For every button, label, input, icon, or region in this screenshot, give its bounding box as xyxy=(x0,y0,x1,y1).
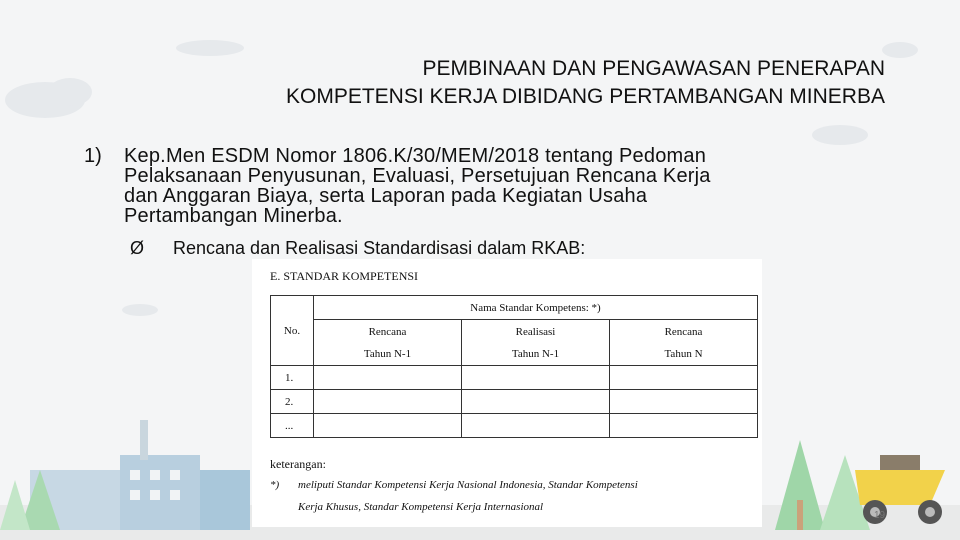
page-number: 19 xyxy=(874,510,886,521)
note-line-2: Kerja Khusus, Standar Kompetensi Kerja Internasional xyxy=(298,501,544,513)
table-cell xyxy=(462,366,610,390)
column-header-line2: Tahun N-1 xyxy=(511,347,560,360)
note-line-1: meliputi Standar Kompetensi Kerja Nasional Indonesia, Standar Kompetensi xyxy=(298,479,638,491)
bullet-text: Rencana dan Realisasi Standardisasi dalam RKAB: xyxy=(173,238,586,258)
column-header-line2: Tahun N-1 xyxy=(363,347,412,360)
arrow-bullet-icon: Ø xyxy=(130,238,145,258)
group-header: Nama Standar Kompetens: *) xyxy=(314,296,758,320)
table-cell xyxy=(462,414,610,438)
item-text xyxy=(124,146,884,226)
item-number: 1) xyxy=(84,145,102,167)
section-title: E. STANDAR KOMPETENSI xyxy=(270,269,419,283)
column-header-line1: Rencana xyxy=(664,325,703,338)
table-cell xyxy=(314,366,462,390)
column-header xyxy=(610,320,758,366)
item-line-1: Kep.Men ESDM Nomor 1806.K/30/MEM/2018 tentang Pedoman xyxy=(124,145,707,167)
competency-table xyxy=(270,295,758,438)
table-row xyxy=(271,414,758,438)
title-line-1: PEMBINAAN DAN PENGAWASAN PENERAPAN xyxy=(422,57,885,80)
column-header xyxy=(462,320,610,366)
slide-title xyxy=(100,55,885,111)
note-star: *) xyxy=(270,479,280,491)
item-line-4: Pertambangan Minerba. xyxy=(124,205,343,227)
title-line-2: KOMPETENSI KERJA DIBIDANG PERTAMBANGAN MINERBA xyxy=(285,85,885,108)
no-header: No. xyxy=(271,296,314,366)
table-cell xyxy=(314,390,462,414)
item-line-3: dan Anggaran Biaya, serta Laporan pada Kegiatan Usaha xyxy=(124,185,648,207)
column-header-line1: Rencana xyxy=(368,325,407,338)
row-number: ... xyxy=(271,414,314,438)
column-header-line1: Realisasi xyxy=(515,325,556,338)
row-number: 1. xyxy=(271,366,314,390)
note-label: keterangan: xyxy=(270,457,326,471)
table-cell xyxy=(610,414,758,438)
table-cell xyxy=(610,390,758,414)
column-header xyxy=(314,320,462,366)
row-number: 2. xyxy=(271,390,314,414)
factory-illustration xyxy=(0,420,250,530)
table-cell xyxy=(462,390,610,414)
table-cell xyxy=(314,414,462,438)
document-excerpt xyxy=(252,259,762,527)
table-cell xyxy=(610,366,758,390)
item-line-2: Pelaksanaan Penyusunan, Evaluasi, Persetujuan Rencana Kerja xyxy=(124,165,711,187)
column-header-line2: Tahun N xyxy=(664,347,703,360)
table-row xyxy=(271,366,758,390)
table-row xyxy=(271,390,758,414)
